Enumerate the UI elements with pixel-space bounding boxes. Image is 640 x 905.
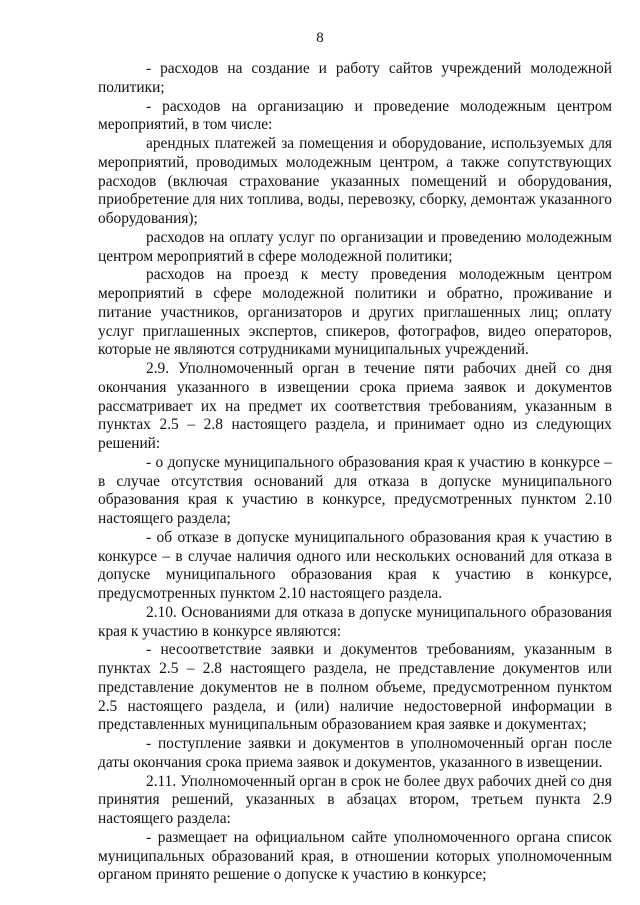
paragraph: 2.11. Уполномоченный орган в срок не более двух рабочих дней со дня принятия решений, указанных в абзацах втором, третьем пункта 2.9 настоящего раздела: xyxy=(98,772,612,827)
paragraph: расходов на оплату услуг по организации и проведению молодежным центром мероприятий в сфере молодежной политики; xyxy=(98,228,612,265)
paragraph: - о допуске муниципального образования края к участию в конкурсе – в случае отсутствия оснований для отказа в допуске муниципального образования края к участию в конкурсе, предусмотренных пунктом 2.10 настоящего раздела; xyxy=(98,453,612,527)
paragraph: - размещает на официальном сайте уполномоченного органа список муниципальных образований края, в отношении которых уполномоченным органом принято решение о допуске к участию в конкурсе; xyxy=(98,828,612,884)
paragraph: - несоответствие заявки и документов требованиям, указанным в пунктах 2.5 – 2.8 настоящего раздела, не представление документов или представление документов не в полном объеме, предусмотренном пунктом 2.5 настоящего раздела, и (или) наличие недостоверной информации в представленных муниципальным образованием края заявке и документах; xyxy=(98,641,612,734)
paragraph: - расходов на создание и работу сайтов учреждений молодежной политики; xyxy=(98,60,612,96)
paragraph: 2.10. Основаниями для отказа в допуске муниципального образования края к участию в конкурсе являются: xyxy=(98,603,612,640)
paragraph: - расходов на организацию и проведение молодежным центром мероприятий, в том числе: xyxy=(98,97,612,134)
paragraph: 2.9. Уполномоченный орган в течение пяти рабочих дней со дня окончания указанного в извещении срока приема заявок и документов рассматривает их на предмет их соответствия требованиям, указанным в пунктах 2.5 – 2.8 настоящего раздела, и принимает одно из следующих решений: xyxy=(98,360,612,452)
document-body xyxy=(98,60,612,885)
paragraph: - об отказе в допуске муниципального образования края к участию в конкурсе – в случае наличия одного или нескольких оснований для отказа в допуске муниципального образования края к участию в конкурсе, предусмотренных пунктом 2.10 настоящего раздела. xyxy=(98,528,612,602)
paragraph: - поступление заявки и документов в уполномоченный орган после даты окончания срока приема заявок и документов, указанного в извещении. xyxy=(98,735,612,771)
paragraph: расходов на проезд к месту проведения молодежным центром мероприятий в сфере молодежной политики и обратно, проживание и питание участников, организаторов и других приглашенных лиц; оплату услуг приглашенных экспертов, спикеров, фотографов, видео операторов, которые не являются сотрудниками муниципальных учреждений. xyxy=(98,266,612,359)
page-number: 8 xyxy=(316,30,324,46)
paragraph: арендных платежей за помещения и оборудование, используемых для мероприятий, проводимых молодежным центром, а также сопутствующих расходов (включая страхование указанных помещений и оборудования, приобретение для них топлива, воды, перевозку, сборку, демонтаж указанного оборудования); xyxy=(98,135,612,227)
